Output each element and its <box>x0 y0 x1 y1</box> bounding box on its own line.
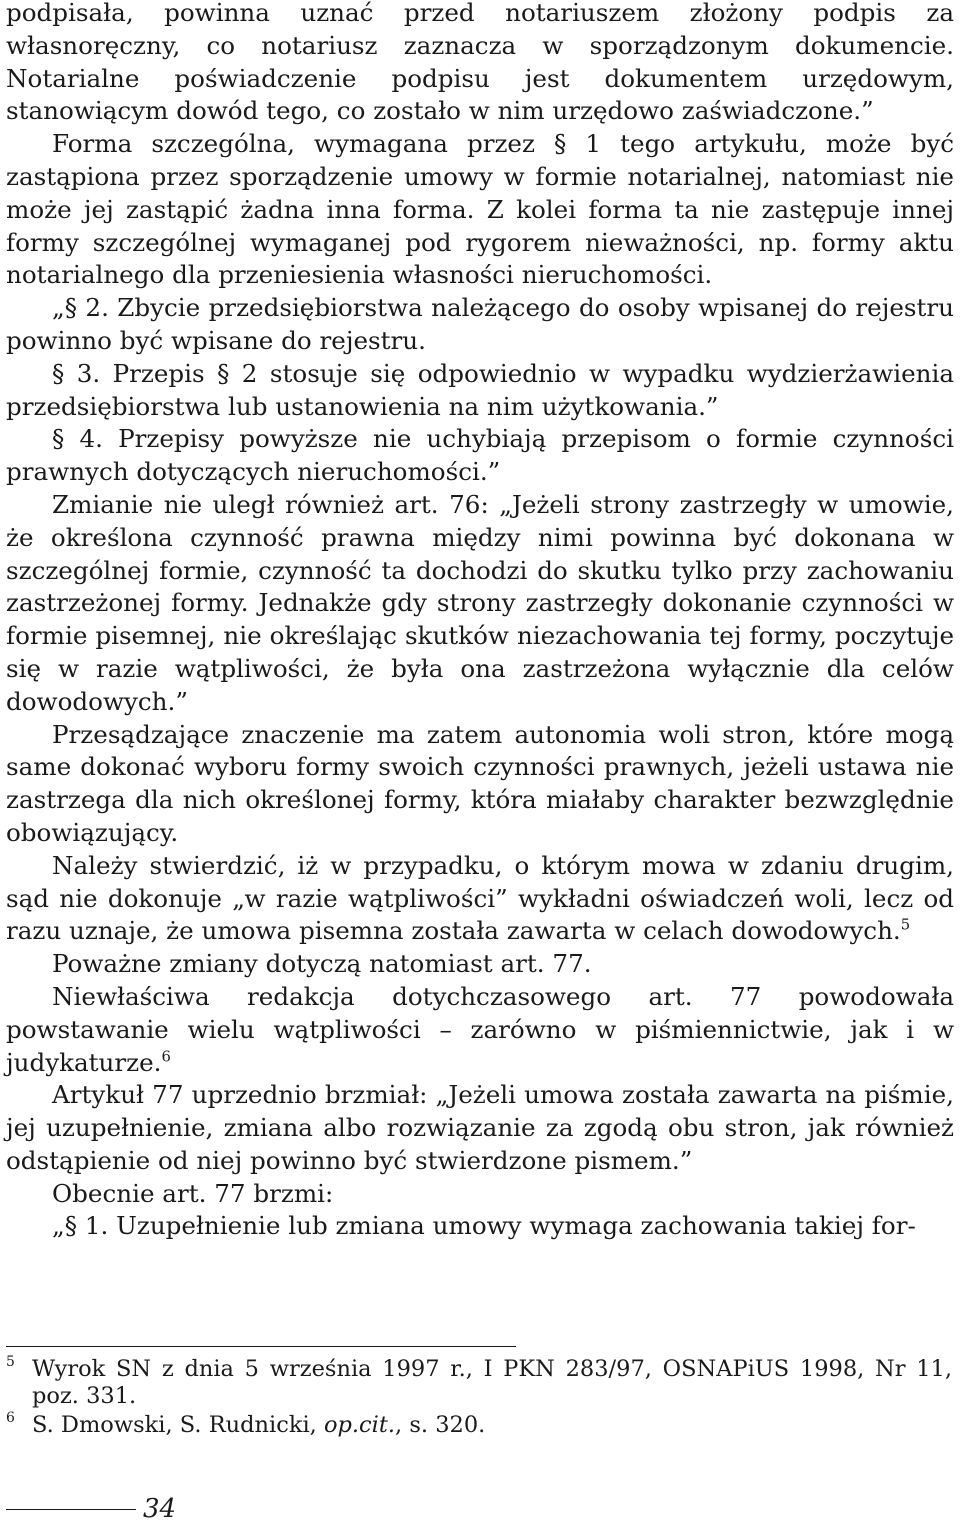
paragraph: § 4. Przepisy powyższe nie uchybiają przepisom o formie czynności prawnych dotyczących nieruchomości.” <box>6 424 954 487</box>
footnote <box>6 1412 952 1439</box>
footnote-text: S. Dmowski, S. Rudnicki, op.cit., s. 320. <box>32 1412 486 1438</box>
paragraph: Forma szczególna, wymagana przez § 1 tego artykułu, może być zastąpiona przez sporządzenie umowy w formie notarialnej, natomiast nie może jej zastąpić żadna inna forma. Z kolei forma ta nie zastępuje innej formy szczególnej wymaganej pod rygorem nieważności, np. formy aktu notarialnego dla przeniesienia własności nieruchomości. <box>6 129 954 290</box>
page <box>6 0 954 1243</box>
footnote-number: 6 <box>6 1410 15 1426</box>
paragraph: Przesądzające znaczenie ma zatem autonomia woli stron, które mogą same dokonać wyboru formy swoich czynności prawnych, jeżeli ustawa nie zastrzega dla nich określonej formy, która miałaby charakter bezwzględnie obowiązujący. <box>6 719 954 847</box>
footnote-divider <box>6 1346 516 1347</box>
footnote <box>6 1356 952 1410</box>
footnote-ref: 6 <box>161 1047 171 1065</box>
footnote-number: 5 <box>6 1354 15 1370</box>
paragraph: Zmianie nie uległ również art. 76: „Jeżeli strony zastrzegły w umowie, że określona czynność prawna między nimi powinna być dokonana w szczególnej formie, czynność ta dochodzi do skutku tylko przy zachowaniu zastrzeżonej formy. Jednakże gdy strony zastrzegły dokonanie czynności w formie pisemnej, nie określając skutków niezachowania tej formy, poczytuje się w razie wątpliwości, że była ona zastrzeżona wyłącznie dla celów dowodowych.” <box>6 489 954 716</box>
paragraph: „§ 2. Zbycie przedsiębiorstwa należącego do osoby wpisanej do rejestru powinno być wpisane do rejestru. <box>6 293 954 355</box>
footnote-text: Wyrok SN z dnia 5 września 1997 r., I PKN 283/97, OSNAPiUS 1998, Nr 11, poz. 331. <box>32 1356 952 1409</box>
footnote-ref: 5 <box>900 916 911 934</box>
body-text <box>6 0 954 1243</box>
footer-rule <box>6 1509 136 1510</box>
page-number: 34 <box>143 1494 177 1524</box>
paragraph: „§ 1. Uzupełnienie lub zmiana umowy wymaga zachowania takiej for- <box>52 1211 916 1241</box>
paragraph: Należy stwierdzić, iż w przypadku, o którym mowa w zdaniu drugim, sąd nie dokonuje „w razie wątpliwości” wykładni oświadczeń woli, lecz od razu uznaje, że umowa pisemna została zawarta w celach dowodowych.$^5$ <box>6 850 954 946</box>
footnotes <box>6 1356 952 1439</box>
paragraph: Artykuł 77 uprzednio brzmiał: „Jeżeli umowa została zawarta na piśmie, jej uzupełnienie, zmiana albo rozwiązanie za zgodą obu stron, jak również odstąpienie od niej powinno być stwierdzone pismem.” <box>6 1080 954 1175</box>
paragraph: § 3. Przepis § 2 stosuje się odpowiednio w wypadku wydzierżawienia przedsiębiorstwa lub ustanowienia na nim użytkowania.” <box>6 358 954 421</box>
paragraph: Obecnie art. 77 brzmi: <box>52 1178 334 1208</box>
paragraph: podpisała, powinna uznać przed notariuszem złożony podpis za własnoręczny, co notariusz zaznacza w sporządzonym dokumencie. Notarialne poświadczenie podpisu jest dokumentem urzędowym, stanowiącym dowód tego, co zostało w nim urzędowo zaświadczone.” <box>6 0 954 126</box>
paragraph: Niewłaściwa redakcja dotychczasowego art. 77 powodowała powstawanie wielu wątpliwości – zarówno w piśmiennictwie, jak i w judykaturze.$^6$ <box>6 981 954 1077</box>
paragraph: Poważne zmiany dotyczą natomiast art. 77. <box>52 949 592 979</box>
footnote-italic: op.cit. <box>323 1412 396 1438</box>
